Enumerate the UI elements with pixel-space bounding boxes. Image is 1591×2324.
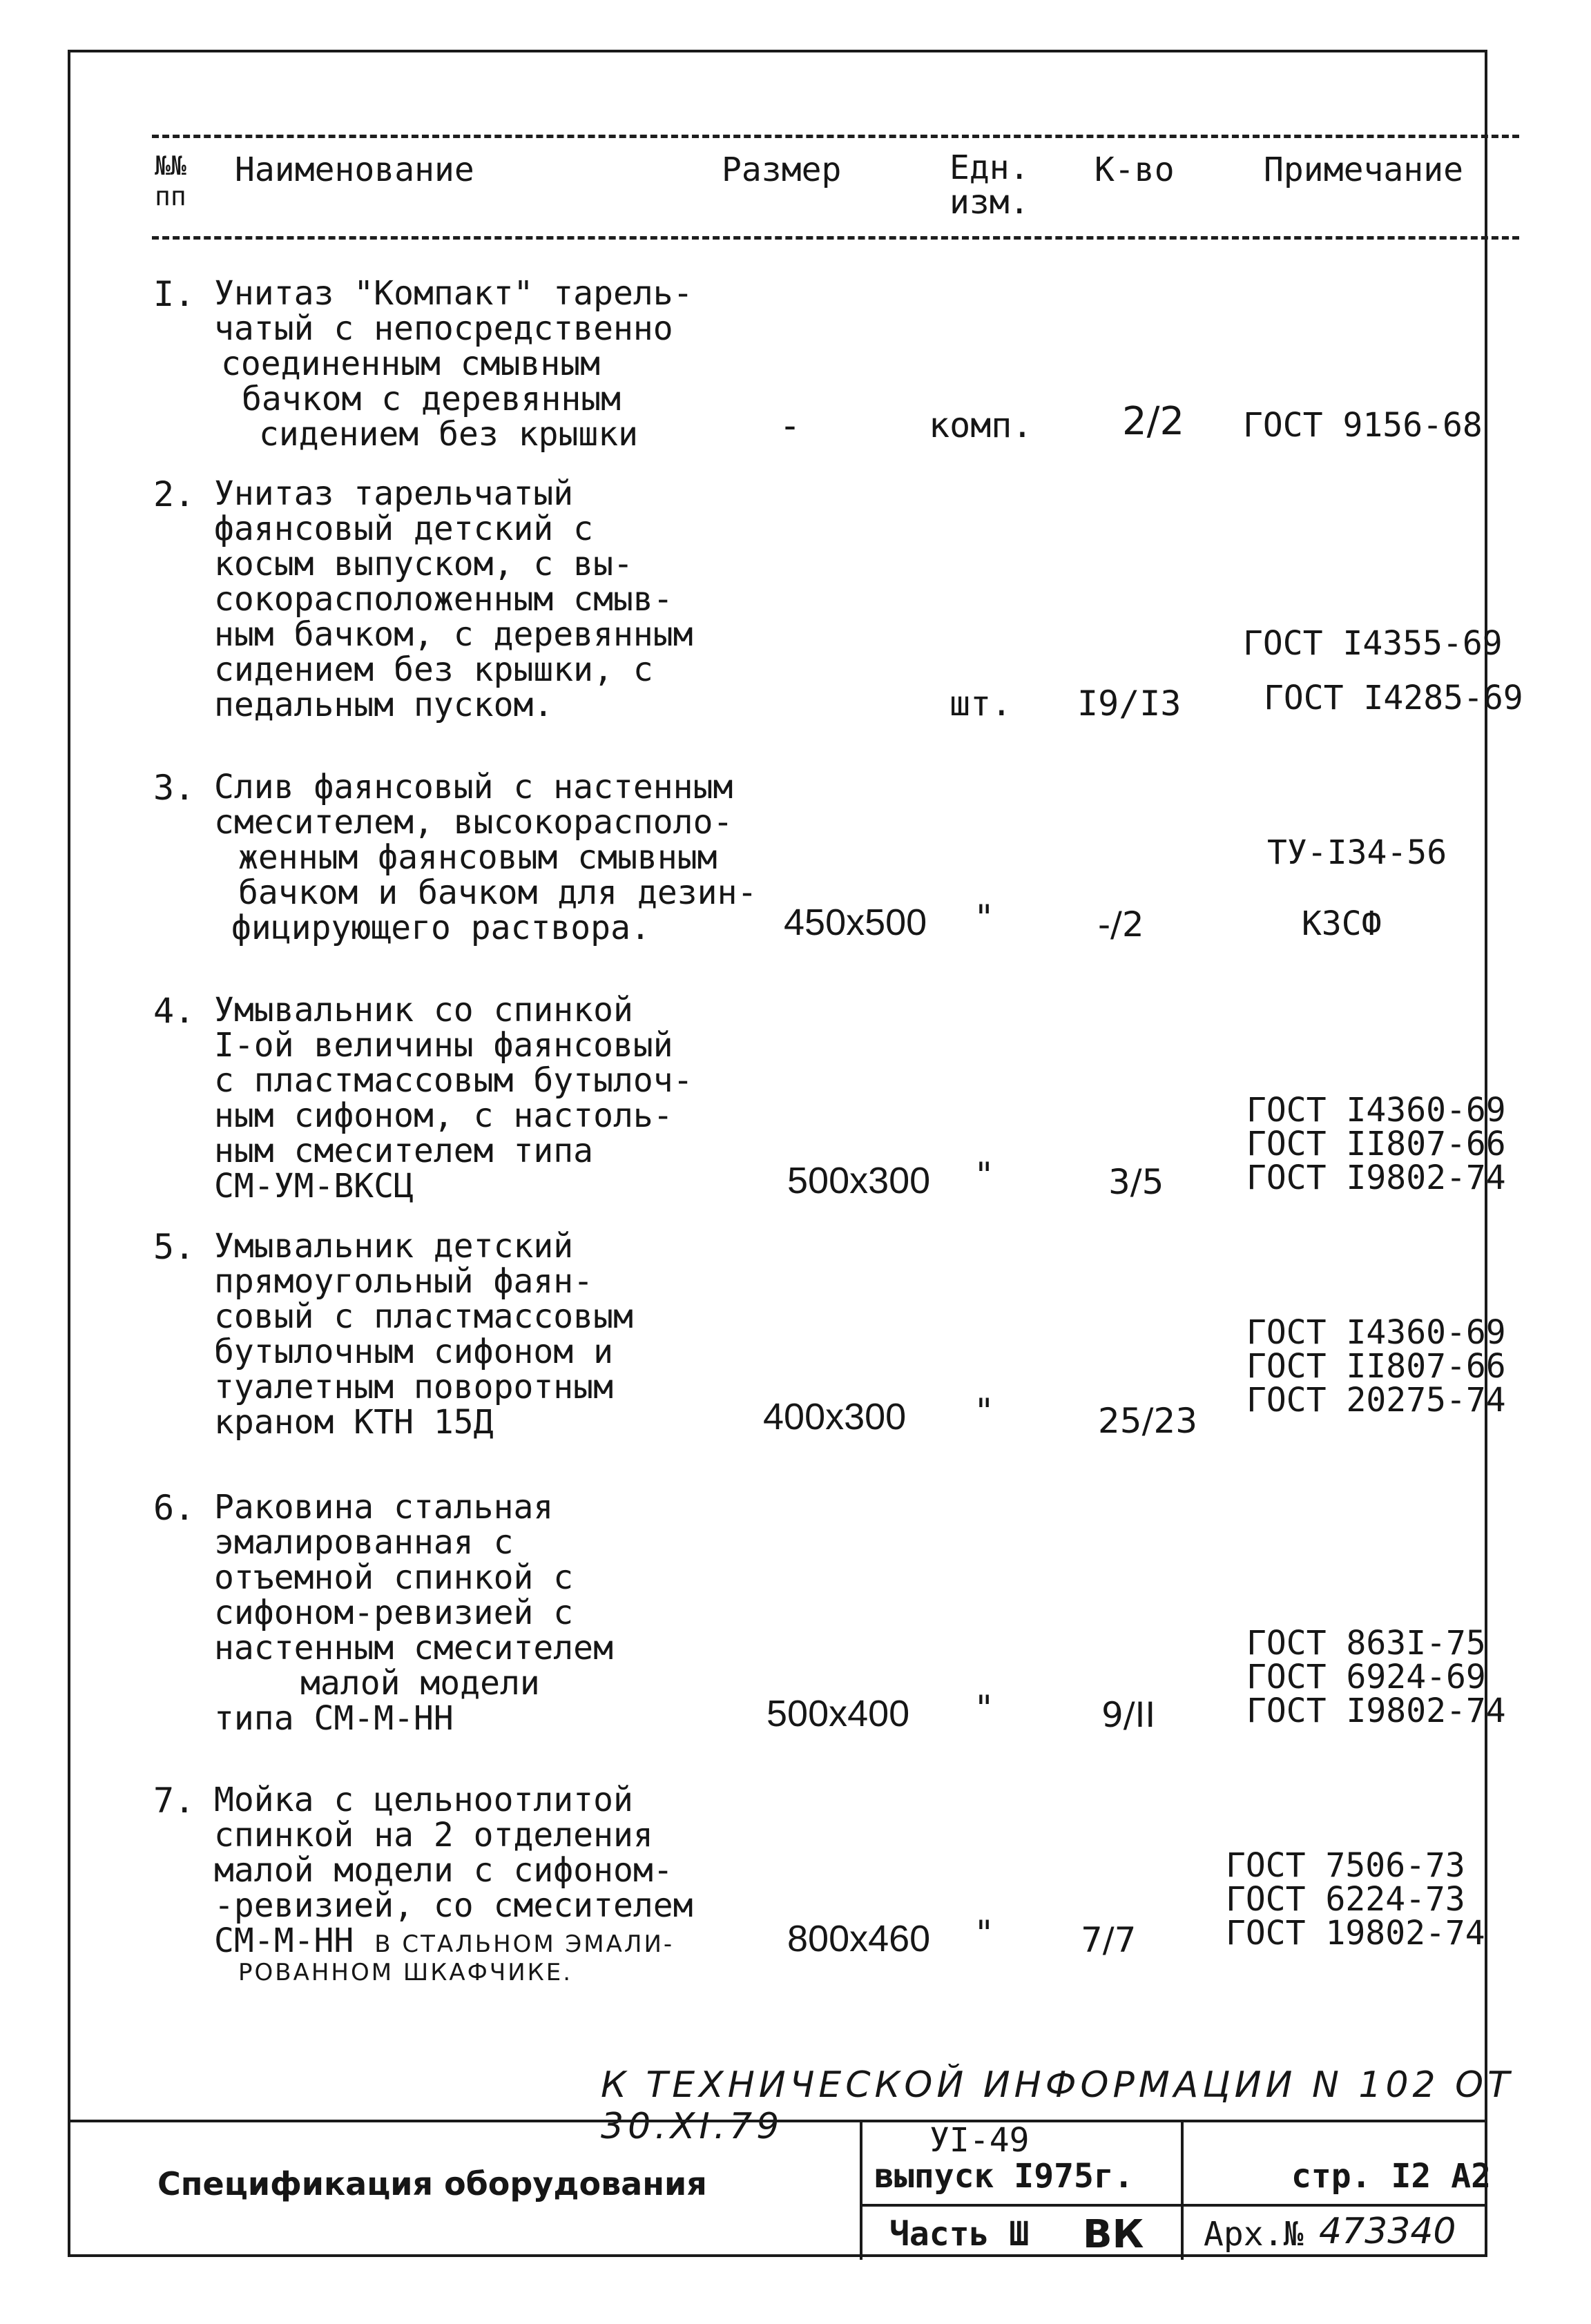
name-line: бачком с деревянным xyxy=(242,380,621,418)
row-unit: " xyxy=(974,1155,995,1195)
note-line: ГОСТ 863I-75 xyxy=(1246,1624,1486,1663)
row-size: - xyxy=(784,405,796,446)
row-size: 800x460 xyxy=(787,1918,931,1959)
note-line: ГОСТ I9802-74 xyxy=(1246,1692,1506,1730)
note-line: ГОСТ 9156-68 xyxy=(1243,406,1483,445)
row-note xyxy=(1226,1846,1485,1953)
row-note xyxy=(1243,624,1523,717)
row-unit: " xyxy=(974,1688,995,1728)
technical-info-reference: К ТЕХНИЧЕСКОЙ ИНФОРМАЦИИ N 102 ОТ 30.XI.79 xyxy=(601,2064,1514,2147)
handwritten-addition: В СТАЛЬНОМ ЭМАЛИ- xyxy=(374,1930,675,1958)
name-line: бутылочным сифоном и xyxy=(214,1333,613,1371)
row-note xyxy=(1243,406,1483,445)
row-qty: 9/II xyxy=(1101,1695,1156,1735)
row-unit: " xyxy=(974,898,995,938)
note-line: ГОСТ 7506-73 xyxy=(1226,1846,1465,1885)
name-line: I-ой величины фаянсовый xyxy=(214,1026,673,1065)
name-line: сидением без крышки xyxy=(259,415,639,454)
name-line: сифоном-ревизией с xyxy=(214,1594,574,1632)
stamp-title: Спецификация оборудования xyxy=(157,2165,707,2202)
row-qty: 7/7 xyxy=(1081,1920,1137,1960)
row-unit: " xyxy=(974,1391,995,1431)
name-line: спинкой на 2 отделения xyxy=(214,1816,653,1855)
name-line: Умывальник детский xyxy=(214,1227,574,1266)
row-number: 6. xyxy=(153,1488,195,1528)
row-number: 7. xyxy=(153,1781,195,1821)
name-line: чатый с непосредственно xyxy=(214,309,673,348)
row-qty: -/2 xyxy=(1098,904,1144,945)
note-line: ГОСТ 6924-69 xyxy=(1246,1658,1486,1696)
row-size: 500x400 xyxy=(766,1693,910,1734)
name-line: СМ-М-НН xyxy=(214,1921,354,1960)
row-name xyxy=(214,993,808,1204)
note-line: ГОСТ 19802-74 xyxy=(1226,1914,1485,1953)
row-number: 5. xyxy=(153,1227,195,1267)
stamp-issue: выпуск I975г. xyxy=(874,2157,1134,2196)
name-line: -ревизией, со смесителем xyxy=(214,1886,693,1925)
name-line: сокорасположенным смыв- xyxy=(214,580,673,619)
row-note xyxy=(1246,1091,1506,1197)
note-line: ТУ-I34-56 xyxy=(1267,833,1447,872)
name-line: ным сифоном, с настоль- xyxy=(214,1096,673,1135)
row-note xyxy=(1246,1624,1506,1730)
name-line: краном КТН 15Д xyxy=(214,1403,494,1442)
name-line: ным смесителем типа xyxy=(214,1132,594,1170)
row-unit: комп. xyxy=(929,405,1033,445)
header-unit: Едн. изм. xyxy=(949,148,1030,222)
row-size: 500x300 xyxy=(787,1160,931,1201)
row-note xyxy=(1246,1313,1506,1420)
name-line: косым выпуском, с вы- xyxy=(214,545,633,583)
name-line: Умывальник со спинкой xyxy=(214,991,633,1029)
header-note: Примечание xyxy=(1264,151,1463,189)
note-line: ГОСТ 6224-73 xyxy=(1226,1880,1465,1919)
row-qty: I9/I3 xyxy=(1077,684,1182,724)
row-note xyxy=(1267,833,1447,943)
header-size: Размер xyxy=(722,151,842,189)
name-line: совый с пластмассовым xyxy=(214,1297,633,1336)
row-qty: 2/2 xyxy=(1122,399,1185,444)
name-line: фаянсовый детский с xyxy=(214,510,594,548)
row-name xyxy=(214,276,808,452)
note-line: ГОСТ I4360-69 xyxy=(1246,1313,1506,1352)
row-name xyxy=(214,770,808,946)
row-size: 450x500 xyxy=(784,902,927,943)
name-line: педальным пуском. xyxy=(214,686,554,724)
name-line: отъемной спинкой с xyxy=(214,1558,574,1597)
name-line: фицирующего раствора. xyxy=(231,909,650,947)
handwritten-addition: РОВАННОМ ШКАФЧИКЕ. xyxy=(238,1959,573,1986)
stamp-archive-label: Арх.№ xyxy=(1204,2215,1304,2254)
row-number: I. xyxy=(153,274,195,314)
name-line: смесителем, высокорасполо- xyxy=(214,803,733,842)
name-line: малой модели с сифоном- xyxy=(214,1851,673,1890)
name-line: Раковина стальная xyxy=(214,1488,554,1527)
name-line: туалетным поворотным xyxy=(214,1368,613,1406)
name-line-with-note xyxy=(214,1921,808,1960)
note-line: ГОСТ 20275-74 xyxy=(1246,1381,1506,1420)
name-line: эмалированная с xyxy=(214,1523,514,1562)
note-line: КЗСФ xyxy=(1302,904,1382,943)
name-line: Мойка с цельноотлитой xyxy=(214,1781,633,1819)
stamp-divider xyxy=(860,2204,1487,2207)
title-block xyxy=(68,2120,1491,2260)
row-qty: 3/5 xyxy=(1108,1162,1164,1202)
name-line: женным фаянсовым смывным xyxy=(238,838,717,877)
name-line: ным бачком, с деревянным xyxy=(214,615,693,654)
header-name: Наименование xyxy=(235,151,474,189)
note-line: ГОСТ I4360-69 xyxy=(1246,1091,1506,1130)
row-number: 2. xyxy=(153,474,195,514)
name-line: типа СМ-М-НН xyxy=(214,1699,454,1738)
row-size: 400x300 xyxy=(763,1396,907,1437)
row-name xyxy=(214,1229,808,1440)
stamp-section: ВК xyxy=(1083,2212,1144,2257)
row-name xyxy=(214,476,808,723)
stamp-archive-number: 473340 xyxy=(1319,2211,1456,2252)
note-line: ГОСТ II807-66 xyxy=(1246,1347,1506,1386)
name-line: Унитаз "Компакт" тарель- xyxy=(214,274,693,313)
stamp-page: стр. I2 А2 xyxy=(1291,2157,1491,2196)
name-line: малой модели xyxy=(300,1664,540,1703)
name-line: СМ-УМ-ВКСЦ xyxy=(214,1167,414,1205)
header-bottom-rule xyxy=(152,236,1519,240)
header-num: №№ пп xyxy=(155,151,186,211)
row-name xyxy=(214,1490,808,1736)
header-qty: К-во xyxy=(1095,151,1175,189)
row-unit: " xyxy=(974,1913,995,1953)
name-line: Унитаз тарельчатый xyxy=(214,474,574,513)
name-line: с пластмассовым бутылоч- xyxy=(214,1061,693,1100)
stamp-divider xyxy=(1181,2122,1184,2260)
name-line: соединенным смывным xyxy=(221,345,601,383)
row-unit: шт. xyxy=(949,684,1012,724)
row-number: 4. xyxy=(153,991,195,1031)
row-name xyxy=(214,1783,808,1986)
row-number: 3. xyxy=(153,768,195,808)
note-line: ГОСТ I4355-69 xyxy=(1243,624,1503,663)
row-qty: 25/23 xyxy=(1098,1401,1198,1441)
name-line: бачком и бачком для дезин- xyxy=(238,873,758,912)
note-line: ГОСТ I4285-69 xyxy=(1264,679,1523,717)
name-line: настенным смесителем xyxy=(214,1629,613,1667)
stamp-series: УI-49 xyxy=(929,2121,1030,2160)
stamp-part: Часть Ш xyxy=(889,2215,1030,2254)
name-line: сидением без крышки, с xyxy=(214,650,653,689)
stamp-divider xyxy=(860,2122,862,2260)
name-line: прямоугольный фаян- xyxy=(214,1262,594,1301)
header-top-rule xyxy=(152,135,1519,138)
note-line: ГОСТ I9802-74 xyxy=(1246,1159,1506,1197)
note-line: ГОСТ II807-66 xyxy=(1246,1125,1506,1163)
name-line: Слив фаянсовый с настенным xyxy=(214,768,733,806)
